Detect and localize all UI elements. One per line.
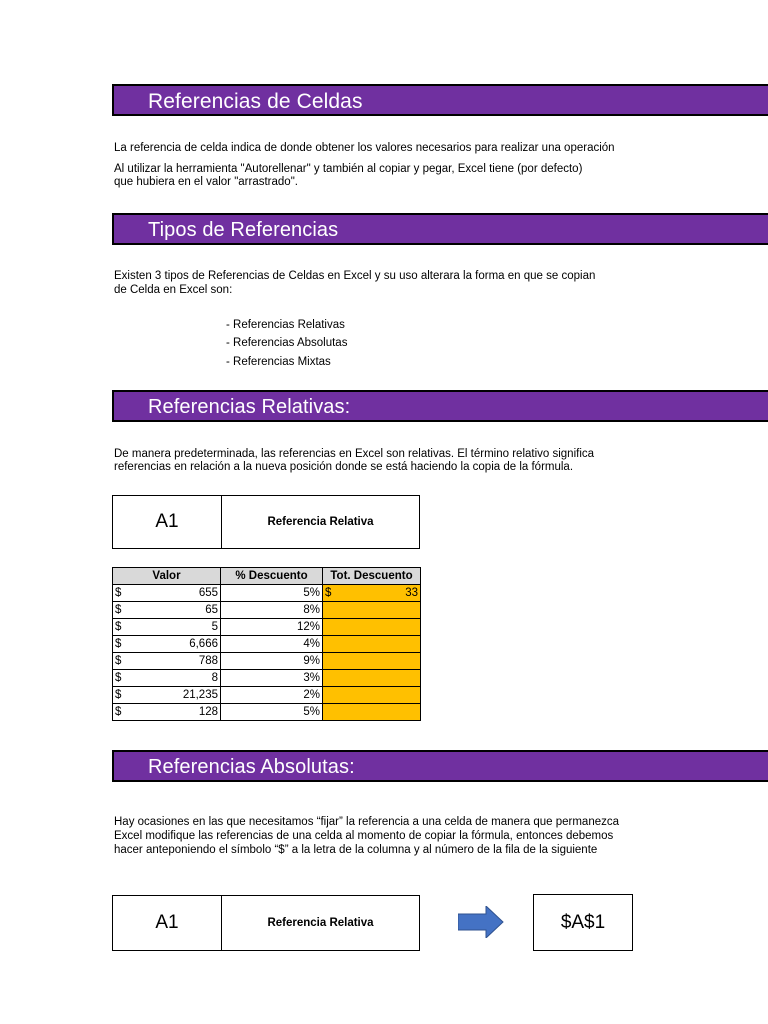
total-cell[interactable] [323, 636, 421, 653]
table-row [113, 670, 421, 687]
relative-ref-box [112, 495, 420, 549]
descuento-cell[interactable]: 12% [221, 619, 323, 636]
descuento-cell[interactable]: 2% [221, 687, 323, 704]
valor-value: 788 [198, 655, 218, 667]
valor-cell[interactable] [113, 704, 221, 721]
valor-value: 6,666 [189, 638, 218, 650]
intro-line-2: Al utilizar la herramienta "Autorellenar" y también al copiar y pegar, Excel tiene (por defecto) [114, 163, 583, 175]
currency-symbol: $ [115, 672, 122, 684]
section-title: Referencias Absolutas: [148, 756, 355, 778]
right-arrow-icon [458, 906, 504, 938]
col-header-descuento: % Descuento [221, 568, 323, 585]
descuento-cell[interactable]: 5% [221, 585, 323, 602]
abs-ref-cell: A1 [113, 896, 222, 950]
total-cell[interactable] [323, 619, 421, 636]
valor-value: 21,235 [182, 689, 218, 701]
tipos-line-1: Existen 3 tipos de Referencias de Celdas en Excel y su uso alterara la forma en que se copian [114, 270, 596, 282]
total-value: 33 [405, 587, 418, 599]
total-cell[interactable] [323, 653, 421, 670]
bullet-relativas: - Referencias Relativas [226, 319, 345, 331]
valor-cell[interactable] [113, 670, 221, 687]
intro-line-3: que hubiera en el valor "arrastrado". [114, 176, 298, 188]
currency-symbol: $ [325, 587, 332, 599]
col-header-valor: Valor [113, 568, 221, 585]
abs-ref-label: Referencia Relativa [267, 917, 374, 929]
valor-value: 8 [211, 672, 218, 684]
relativas-line-1: De manera predeterminada, las referencias en Excel son relativas. El término relativo significa [114, 448, 595, 460]
valor-value: 65 [205, 604, 218, 616]
currency-symbol: $ [115, 706, 122, 718]
absolutas-line-1: Hay ocasiones en las que necesitamos “fijar” la referencia a una celda de manera que permanezca [114, 816, 620, 828]
absolutas-line-3: hacer anteponiendo el símbolo “$” a la letra de la columna y al número de la fila de la siguiente [114, 844, 598, 856]
table-row [113, 653, 421, 670]
absolute-result-box: $A$1 [533, 894, 633, 951]
currency-symbol: $ [115, 689, 122, 701]
bullet-mixtas: - Referencias Mixtas [226, 356, 331, 368]
intro-line-1: La referencia de celda indica de donde obtener los valores necesarios para realizar una operación [114, 142, 615, 154]
absolutas-line-2: Excel modifique las referencias de una celda al momento de copiar la fórmula, entonces debemos [114, 830, 614, 842]
table-row [113, 704, 421, 721]
section-title: Referencias Relativas: [148, 396, 351, 418]
section-title: Tipos de Referencias [148, 219, 339, 241]
valor-value: 128 [198, 706, 218, 718]
valor-value: 5 [211, 621, 218, 633]
currency-symbol: $ [115, 638, 122, 650]
descuento-cell[interactable]: 9% [221, 653, 323, 670]
table-header-row [113, 568, 421, 585]
currency-symbol: $ [115, 655, 122, 667]
tipos-line-2: de Celda en Excel son: [114, 284, 233, 296]
currency-symbol: $ [115, 587, 122, 599]
col-header-total: Tot. Descuento [323, 568, 421, 585]
relativas-line-2: referencias en relación a la nueva posición donde se está haciendo la copia de la fórmula. [114, 461, 574, 473]
currency-symbol: $ [115, 621, 122, 633]
discount-table [112, 567, 421, 721]
valor-cell[interactable] [113, 602, 221, 619]
valor-cell[interactable] [113, 687, 221, 704]
total-cell[interactable] [323, 585, 421, 602]
valor-cell[interactable] [113, 619, 221, 636]
table-row [113, 619, 421, 636]
table-row [113, 636, 421, 653]
ref-cell: A1 [113, 496, 222, 548]
valor-cell[interactable] [113, 653, 221, 670]
table-row [113, 585, 421, 602]
valor-value: 655 [198, 587, 218, 599]
absolute-ref-box [112, 895, 420, 951]
valor-cell[interactable] [113, 585, 221, 602]
currency-symbol: $ [115, 604, 122, 616]
descuento-cell[interactable]: 4% [221, 636, 323, 653]
ref-label: Referencia Relativa [267, 516, 374, 528]
descuento-cell[interactable]: 8% [221, 602, 323, 619]
total-cell[interactable] [323, 687, 421, 704]
descuento-cell[interactable]: 5% [221, 704, 323, 721]
total-cell[interactable] [323, 670, 421, 687]
section-title: Referencias de Celdas [148, 90, 363, 113]
total-cell[interactable] [323, 602, 421, 619]
table-row [113, 602, 421, 619]
table-row [113, 687, 421, 704]
total-cell[interactable] [323, 704, 421, 721]
descuento-cell[interactable]: 3% [221, 670, 323, 687]
bullet-absolutas: - Referencias Absolutas [226, 337, 348, 349]
valor-cell[interactable] [113, 636, 221, 653]
